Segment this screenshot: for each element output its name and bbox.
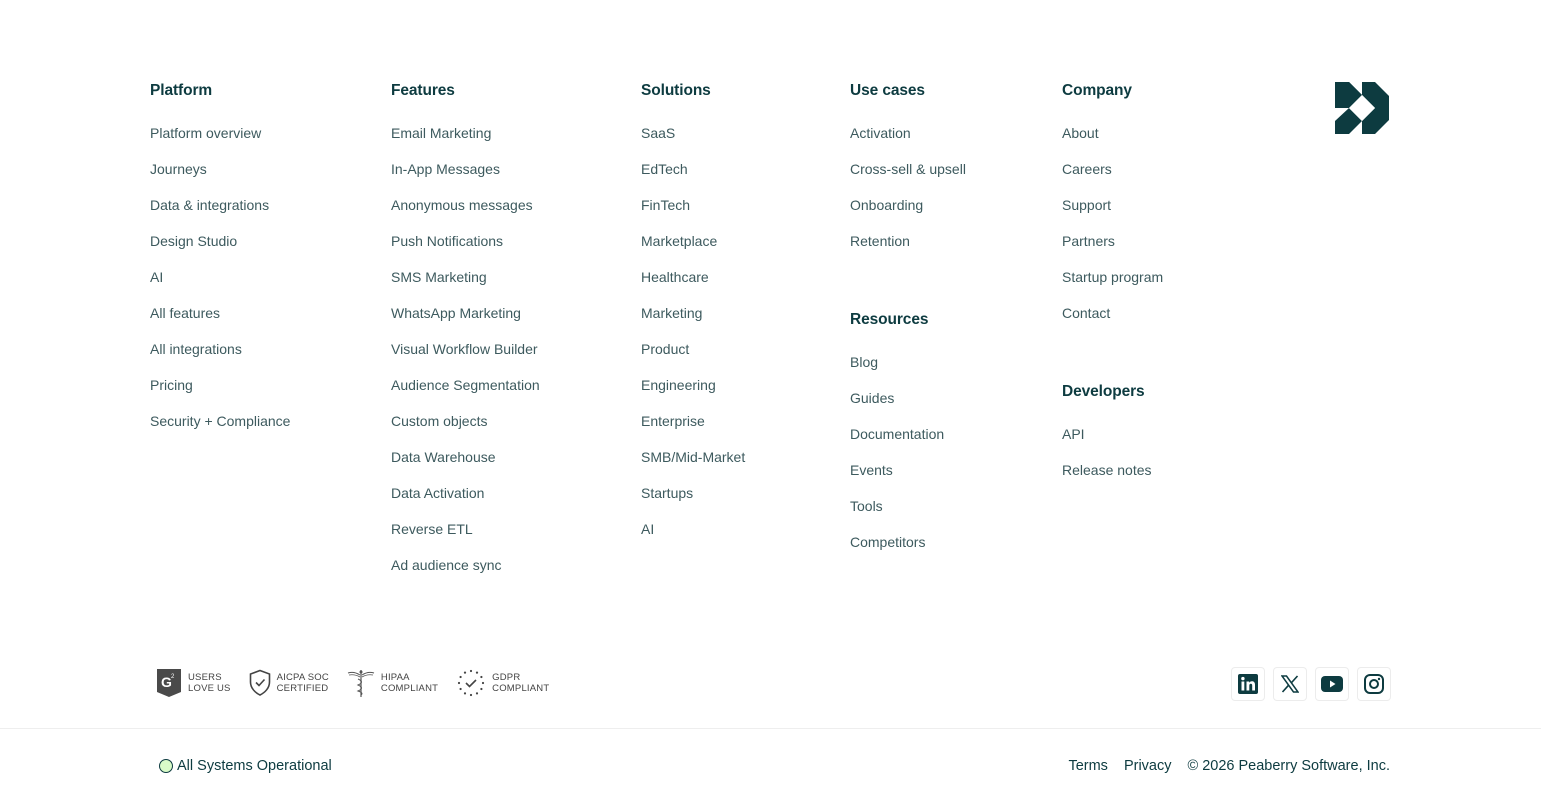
footer-link[interactable]: Anonymous messages: [391, 197, 533, 213]
footer-link[interactable]: API: [1062, 426, 1085, 442]
instagram-icon: [1364, 674, 1384, 694]
footer-link[interactable]: Data Warehouse: [391, 449, 496, 465]
footer-link[interactable]: Startups: [641, 485, 694, 501]
badge-text: HIPAA: [380, 672, 410, 683]
footer-link[interactable]: Blog: [850, 354, 879, 370]
caduceus-icon: [347, 668, 375, 698]
footer-link[interactable]: Onboarding: [850, 197, 924, 213]
compliance-badges: [156, 668, 567, 698]
footer-link[interactable]: Guides: [850, 390, 895, 406]
column-heading: Solutions: [641, 82, 711, 99]
terms-link[interactable]: Terms: [1068, 758, 1108, 774]
footer-link[interactable]: All features: [150, 305, 221, 321]
column-heading: Platform: [150, 82, 213, 99]
g2-icon: [156, 668, 182, 698]
footer-link[interactable]: Email Marketing: [391, 125, 492, 141]
column-heading-developers: Developers: [1062, 383, 1145, 400]
footer-link[interactable]: Marketing: [641, 305, 703, 321]
instagram-button[interactable]: [1357, 667, 1391, 701]
column-company: [1062, 81, 1163, 497]
footer-link[interactable]: Enterprise: [641, 413, 705, 429]
badge-g2: [156, 668, 231, 698]
brand-logo[interactable]: [1335, 82, 1389, 134]
column-heading: Use cases: [850, 82, 925, 99]
badge-gdpr: [456, 668, 549, 698]
column-use-cases: [850, 81, 966, 569]
footer-link[interactable]: Audience Segmentation: [391, 377, 540, 393]
badge-text: USERS: [188, 672, 222, 683]
badge-text: AICPA SOC: [276, 672, 329, 683]
badge-hipaa: [347, 668, 438, 698]
badge-text: COMPLIANT: [380, 683, 439, 694]
footer-link[interactable]: AI: [641, 521, 655, 537]
footer-link[interactable]: Platform overview: [150, 125, 262, 141]
footer-link[interactable]: Custom objects: [391, 413, 488, 429]
badge-text: CERTIFIED: [276, 683, 329, 694]
footer-link[interactable]: Visual Workflow Builder: [391, 341, 538, 357]
youtube-button[interactable]: [1315, 667, 1349, 701]
footer-link[interactable]: Ad audience sync: [391, 557, 502, 573]
linkedin-icon: [1238, 674, 1258, 694]
svg-text:2: 2: [171, 674, 175, 680]
column-solutions: [641, 81, 745, 556]
footer-link[interactable]: WhatsApp Marketing: [391, 305, 521, 321]
footer-divider: [0, 728, 1541, 729]
social-links: [1231, 667, 1391, 701]
footer-link[interactable]: SaaS: [641, 125, 676, 141]
badge-text: COMPLIANT: [492, 683, 550, 694]
footer-link[interactable]: Activation: [850, 125, 911, 141]
footer-link[interactable]: Push Notifications: [391, 233, 504, 249]
footer-link[interactable]: Startup program: [1062, 269, 1164, 285]
youtube-icon: [1321, 676, 1343, 692]
footer-link[interactable]: Marketplace: [641, 233, 718, 249]
footer-link[interactable]: Engineering: [641, 377, 716, 393]
footer-link[interactable]: Data & integrations: [150, 197, 270, 213]
column-features: [391, 81, 540, 592]
footer-link[interactable]: Product: [641, 341, 690, 357]
footer-link[interactable]: Tools: [850, 498, 883, 514]
column-platform: [150, 81, 290, 448]
footer-link[interactable]: Events: [850, 462, 893, 478]
logo-icon: [1335, 82, 1389, 134]
footer-link[interactable]: FinTech: [641, 197, 691, 213]
footer-link[interactable]: Reverse ETL: [391, 521, 473, 537]
footer-link[interactable]: Security + Compliance: [150, 413, 291, 429]
footer-link[interactable]: EdTech: [641, 161, 688, 177]
privacy-link[interactable]: Privacy: [1123, 758, 1172, 774]
eu-stars-check-icon: [456, 668, 486, 698]
footer-link[interactable]: Release notes: [1062, 462, 1152, 478]
footer-link[interactable]: About: [1062, 125, 1099, 141]
shield-check-icon: [249, 669, 271, 697]
footer-link[interactable]: Partners: [1062, 233, 1115, 249]
column-heading: Features: [391, 82, 455, 99]
legal-links: [1068, 758, 1390, 774]
footer-link[interactable]: Healthcare: [641, 269, 709, 285]
footer-link[interactable]: Documentation: [850, 426, 945, 442]
status-label: All Systems Operational: [177, 758, 332, 774]
copyright-text: © 2026 Peaberry Software, Inc.: [1187, 758, 1390, 774]
footer-link[interactable]: Support: [1062, 197, 1112, 213]
footer-link[interactable]: Design Studio: [150, 233, 238, 249]
footer-link[interactable]: Careers: [1062, 161, 1112, 177]
footer-link[interactable]: Retention: [850, 233, 910, 249]
footer-link[interactable]: Cross-sell & upsell: [850, 161, 966, 177]
status-indicator-icon: [159, 759, 173, 773]
footer-link[interactable]: Journeys: [150, 161, 207, 177]
footer-link[interactable]: Pricing: [150, 377, 193, 393]
badge-text: LOVE US: [188, 683, 231, 694]
footer-link[interactable]: AI: [150, 269, 164, 285]
column-heading-resources: Resources: [850, 311, 929, 328]
footer-link[interactable]: Competitors: [850, 534, 926, 550]
svg-text:G: G: [161, 674, 172, 690]
system-status-link[interactable]: [159, 758, 332, 774]
x-icon: [1281, 675, 1299, 693]
column-heading: Company: [1062, 82, 1132, 99]
footer-link[interactable]: All integrations: [150, 341, 242, 357]
footer-link[interactable]: Data Activation: [391, 485, 485, 501]
badge-aicpa-soc: [249, 669, 329, 697]
footer-link[interactable]: SMS Marketing: [391, 269, 487, 285]
footer-link[interactable]: Contact: [1062, 305, 1111, 321]
linkedin-button[interactable]: [1231, 667, 1265, 701]
footer-link[interactable]: SMB/Mid-Market: [641, 449, 746, 465]
footer-link[interactable]: In-App Messages: [391, 161, 500, 177]
badge-text: GDPR: [492, 672, 521, 683]
x-button[interactable]: [1273, 667, 1307, 701]
